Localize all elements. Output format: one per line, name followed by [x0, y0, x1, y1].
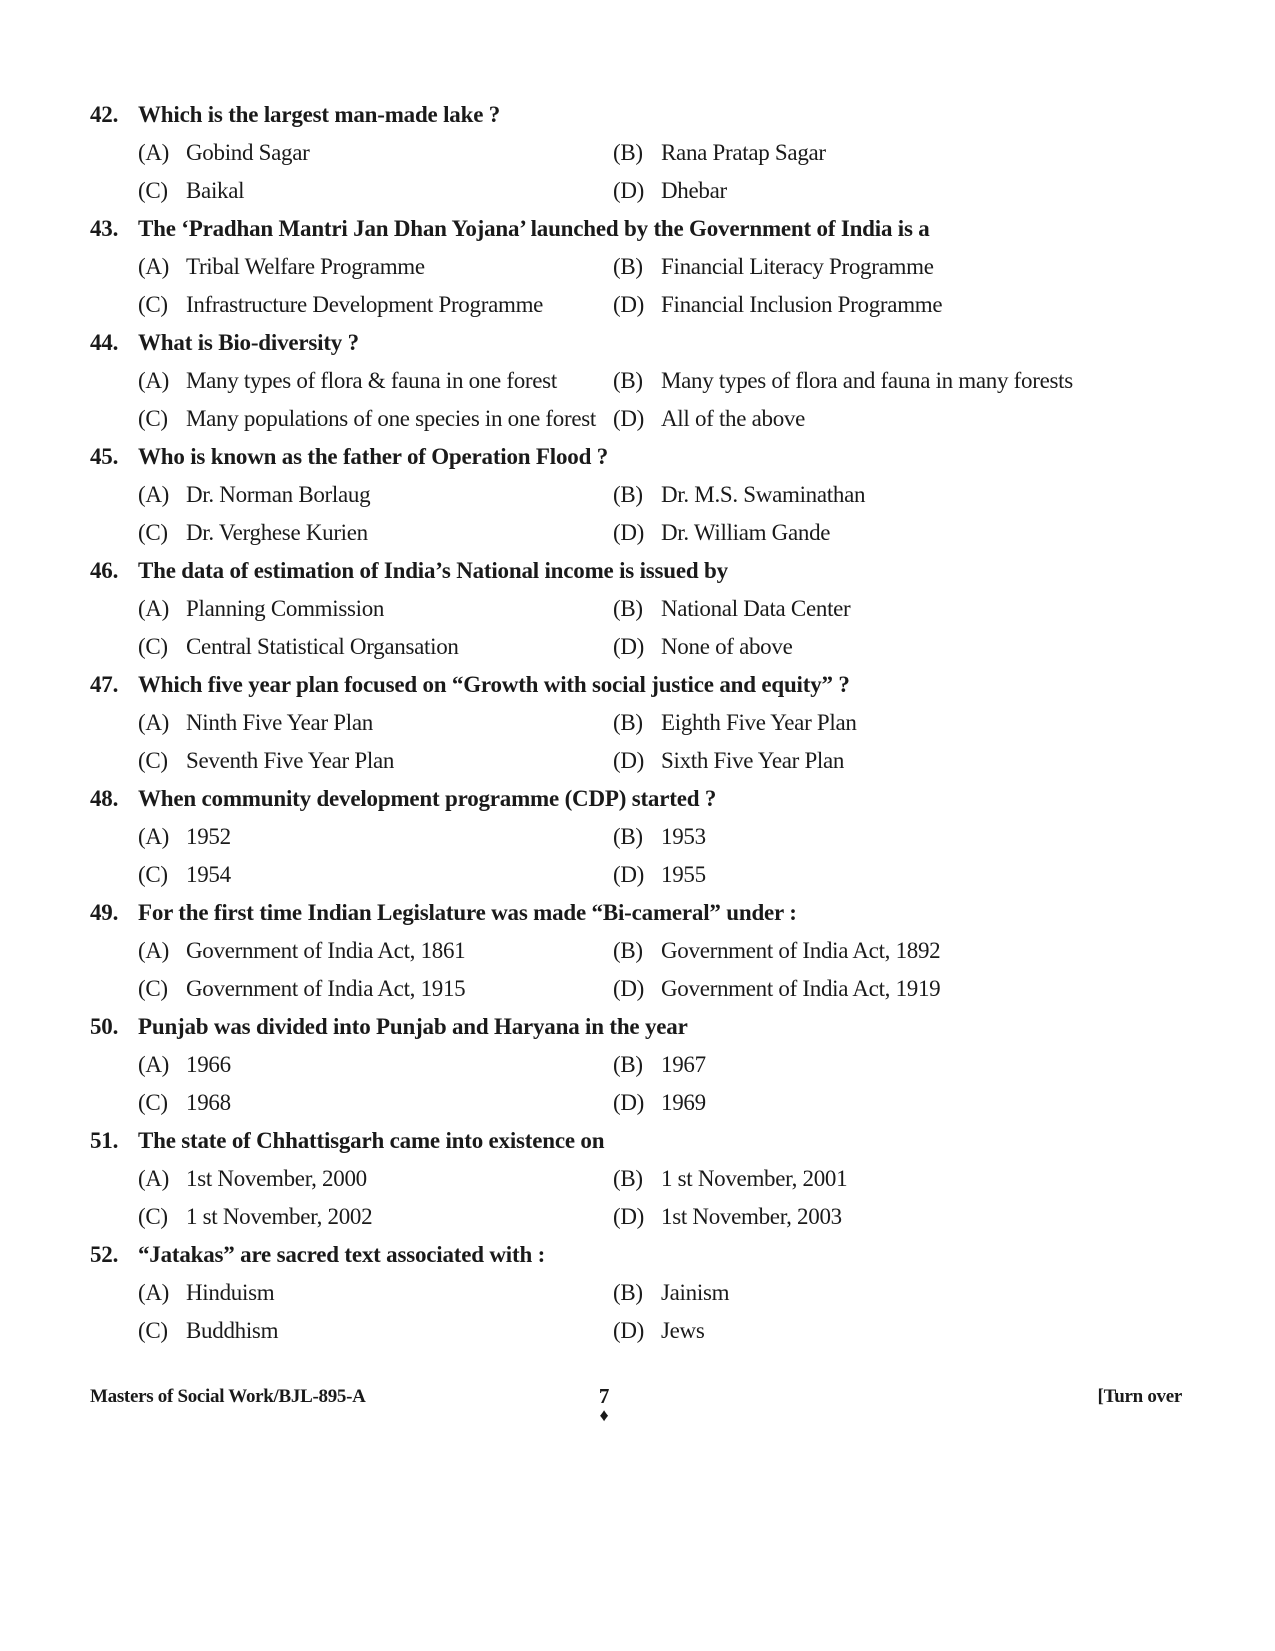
option-label: (B)	[613, 824, 643, 849]
option-label: (D)	[613, 1204, 645, 1229]
option-label: (B)	[613, 368, 643, 393]
question-line	[90, 324, 1190, 362]
option-text: 1968	[186, 1090, 231, 1115]
answer-option	[613, 748, 1173, 774]
question-item	[90, 96, 1190, 210]
option-label: (A)	[138, 824, 170, 849]
question-number: 46.	[90, 558, 119, 583]
option-text: Dr. Verghese Kurien	[186, 520, 368, 545]
question-text: Which is the largest man-made lake ?	[138, 102, 501, 127]
option-text: Seventh Five Year Plan	[186, 748, 395, 773]
answer-option	[613, 482, 1173, 508]
option-text: Dr. Norman Borlaug	[186, 482, 371, 507]
answer-option	[613, 976, 1173, 1002]
option-text: Jews	[661, 1318, 705, 1343]
option-label: (B)	[613, 596, 643, 621]
option-label: (A)	[138, 596, 170, 621]
answer-option	[138, 824, 613, 850]
answer-option	[138, 406, 613, 432]
option-text: Government of India Act, 1919	[661, 976, 941, 1001]
option-label: (D)	[613, 748, 645, 773]
option-text: Hinduism	[186, 1280, 275, 1305]
question-number: 50.	[90, 1014, 119, 1039]
option-text: 1 st November, 2002	[186, 1204, 373, 1229]
question-line	[90, 96, 1190, 134]
answer-option	[613, 178, 1173, 204]
option-label: (C)	[138, 406, 168, 431]
question-item	[90, 210, 1190, 324]
option-label: (C)	[138, 862, 168, 887]
question-item	[90, 1122, 1190, 1236]
option-row	[90, 856, 1190, 894]
question-text: Who is known as the father of Operation Flood ?	[138, 444, 609, 469]
question-number: 42.	[90, 102, 119, 127]
answer-option	[138, 634, 613, 660]
option-label: (C)	[138, 178, 168, 203]
question-line	[90, 210, 1190, 248]
option-row	[90, 1312, 1190, 1350]
question-number: 43.	[90, 216, 119, 241]
option-row	[90, 1198, 1190, 1236]
option-label: (A)	[138, 1280, 170, 1305]
option-text: Planning Commission	[186, 596, 385, 621]
option-text: Financial Literacy Programme	[661, 254, 934, 279]
question-number: 47.	[90, 672, 119, 697]
option-label: (A)	[138, 1052, 170, 1077]
answer-option	[138, 520, 613, 546]
question-text: The data of estimation of India’s National income is issued by	[138, 558, 728, 583]
option-text: 1 st November, 2001	[661, 1166, 848, 1191]
answer-option	[138, 596, 613, 622]
answer-option	[613, 596, 1173, 622]
question-number: 48.	[90, 786, 119, 811]
option-row	[90, 362, 1190, 400]
option-label: (C)	[138, 1090, 168, 1115]
answer-option	[138, 292, 613, 318]
option-text: 1954	[186, 862, 231, 887]
option-label: (C)	[138, 520, 168, 545]
question-list	[90, 96, 1190, 1350]
option-text: None of above	[661, 634, 793, 659]
option-label: (D)	[613, 1090, 645, 1115]
question-item	[90, 894, 1190, 1008]
option-text: Baikal	[186, 178, 245, 203]
answer-option	[138, 140, 613, 166]
answer-option	[138, 748, 613, 774]
option-row	[90, 134, 1190, 172]
option-text: 1953	[661, 824, 706, 849]
answer-option	[613, 938, 1173, 964]
answer-option	[613, 1280, 1173, 1306]
paper-code: Masters of Social Work/BJL-895-A	[90, 1386, 366, 1407]
answer-option	[138, 1204, 613, 1230]
answer-option	[613, 292, 1173, 318]
option-text: Dr. M.S. Swaminathan	[661, 482, 866, 507]
option-label: (A)	[138, 482, 170, 507]
option-row	[90, 1084, 1190, 1122]
answer-option	[613, 1052, 1173, 1078]
option-label: (B)	[613, 140, 643, 165]
question-number: 51.	[90, 1128, 119, 1153]
option-text: 1966	[186, 1052, 231, 1077]
answer-option	[613, 1166, 1173, 1192]
option-row	[90, 742, 1190, 780]
option-row	[90, 248, 1190, 286]
option-text: Eighth Five Year Plan	[661, 710, 857, 735]
option-row	[90, 476, 1190, 514]
option-row	[90, 1274, 1190, 1312]
option-label: (D)	[613, 178, 645, 203]
question-number: 44.	[90, 330, 119, 355]
answer-option	[138, 938, 613, 964]
question-item	[90, 1008, 1190, 1122]
question-number: 49.	[90, 900, 119, 925]
answer-option	[138, 1090, 613, 1116]
question-line	[90, 666, 1190, 704]
answer-option	[138, 710, 613, 736]
answer-option	[138, 1280, 613, 1306]
answer-option	[138, 178, 613, 204]
option-text: Many types of flora & fauna in one forest	[186, 368, 557, 393]
question-text: For the first time Indian Legislature was made “Bi-cameral” under :	[138, 900, 797, 925]
option-row	[90, 286, 1190, 324]
answer-option	[613, 1318, 1173, 1344]
option-row	[90, 628, 1190, 666]
option-label: (C)	[138, 748, 168, 773]
option-text: Many populations of one species in one forest	[186, 406, 596, 431]
option-text: National Data Center	[661, 596, 851, 621]
option-text: Infrastructure Development Programme	[186, 292, 544, 317]
answer-option	[138, 976, 613, 1002]
option-row	[90, 590, 1190, 628]
answer-option	[138, 368, 613, 394]
option-row	[90, 1160, 1190, 1198]
option-text: Tribal Welfare Programme	[186, 254, 425, 279]
option-row	[90, 400, 1190, 438]
question-text: “Jatakas” are sacred text associated with :	[138, 1242, 546, 1267]
option-text: Many types of flora and fauna in many forests	[661, 368, 1073, 393]
answer-option	[138, 862, 613, 888]
option-label: (D)	[613, 862, 645, 887]
option-text: 1st November, 2003	[661, 1204, 842, 1229]
answer-option	[613, 1090, 1173, 1116]
question-line	[90, 1236, 1190, 1274]
option-text: Central Statistical Organsation	[186, 634, 459, 659]
question-text: Punjab was divided into Punjab and Haryana in the year	[138, 1014, 688, 1039]
answer-option	[613, 1204, 1173, 1230]
question-text: Which five year plan focused on “Growth with social justice and equity” ?	[138, 672, 850, 697]
answer-option	[138, 482, 613, 508]
option-text: Dhebar	[661, 178, 727, 203]
option-row	[90, 932, 1190, 970]
option-text: 1967	[661, 1052, 706, 1077]
answer-option	[138, 254, 613, 280]
option-label: (B)	[613, 1166, 643, 1191]
answer-option	[613, 634, 1173, 660]
option-text: Gobind Sagar	[186, 140, 310, 165]
option-label: (D)	[613, 634, 645, 659]
option-label: (A)	[138, 1166, 170, 1191]
option-text: Financial Inclusion Programme	[661, 292, 943, 317]
answer-option	[138, 1318, 613, 1344]
option-text: Jainism	[661, 1280, 730, 1305]
option-text: Ninth Five Year Plan	[186, 710, 373, 735]
option-label: (C)	[138, 1318, 168, 1343]
option-label: (B)	[613, 938, 643, 963]
option-label: (B)	[613, 1052, 643, 1077]
option-text: Buddhism	[186, 1318, 279, 1343]
option-row	[90, 970, 1190, 1008]
option-row	[90, 818, 1190, 856]
answer-option	[613, 824, 1173, 850]
question-text: The ‘Pradhan Mantri Jan Dhan Yojana’ launched by the Government of India is a	[138, 216, 930, 241]
question-line	[90, 1122, 1190, 1160]
option-text: 1955	[661, 862, 706, 887]
question-line	[90, 780, 1190, 818]
option-label: (A)	[138, 140, 170, 165]
option-text: 1952	[186, 824, 231, 849]
question-line	[90, 438, 1190, 476]
question-number: 52.	[90, 1242, 119, 1267]
option-row	[90, 514, 1190, 552]
option-label: (D)	[613, 406, 645, 431]
question-text: What is Bio-diversity ?	[138, 330, 359, 355]
option-row	[90, 1046, 1190, 1084]
question-item	[90, 666, 1190, 780]
question-item	[90, 552, 1190, 666]
option-label: (C)	[138, 1204, 168, 1229]
option-label: (B)	[613, 482, 643, 507]
option-text: Dr. William Gande	[661, 520, 831, 545]
answer-option	[613, 710, 1173, 736]
option-label: (A)	[138, 710, 170, 735]
question-text: When community development programme (CDP) started ?	[138, 786, 717, 811]
option-row	[90, 172, 1190, 210]
answer-option	[138, 1052, 613, 1078]
question-item	[90, 780, 1190, 894]
question-line	[90, 1008, 1190, 1046]
answer-option	[613, 862, 1173, 888]
question-item	[90, 438, 1190, 552]
option-label: (A)	[138, 368, 170, 393]
answer-option	[138, 1166, 613, 1192]
question-item	[90, 1236, 1190, 1350]
option-label: (D)	[613, 976, 645, 1001]
option-text: 1st November, 2000	[186, 1166, 367, 1191]
option-text: Government of India Act, 1915	[186, 976, 466, 1001]
option-row	[90, 704, 1190, 742]
answer-option	[613, 406, 1173, 432]
option-label: (B)	[613, 1280, 643, 1305]
option-label: (C)	[138, 292, 168, 317]
option-label: (C)	[138, 976, 168, 1001]
option-text: Sixth Five Year Plan	[661, 748, 845, 773]
option-label: (D)	[613, 1318, 645, 1343]
answer-option	[613, 520, 1173, 546]
option-label: (D)	[613, 292, 645, 317]
turn-over-note: [Turn over	[1097, 1386, 1182, 1407]
option-label: (D)	[613, 520, 645, 545]
question-line	[90, 552, 1190, 590]
option-label: (B)	[613, 254, 643, 279]
question-text: The state of Chhattisgarh came into existence on	[138, 1128, 605, 1153]
diamond-icon: ♦	[599, 1405, 609, 1425]
option-label: (B)	[613, 710, 643, 735]
answer-option	[613, 140, 1173, 166]
page-footer	[90, 1384, 1182, 1425]
page-number: 7	[598, 1384, 610, 1408]
option-text: Government of India Act, 1892	[661, 938, 941, 963]
question-item	[90, 324, 1190, 438]
option-text: 1969	[661, 1090, 706, 1115]
question-number: 45.	[90, 444, 119, 469]
answer-option	[613, 368, 1173, 394]
option-text: Rana Pratap Sagar	[661, 140, 826, 165]
option-text: Government of India Act, 1861	[186, 938, 466, 963]
option-label: (A)	[138, 254, 170, 279]
option-label: (A)	[138, 938, 170, 963]
question-line	[90, 894, 1190, 932]
option-text: All of the above	[661, 406, 806, 431]
answer-option	[613, 254, 1173, 280]
option-label: (C)	[138, 634, 168, 659]
